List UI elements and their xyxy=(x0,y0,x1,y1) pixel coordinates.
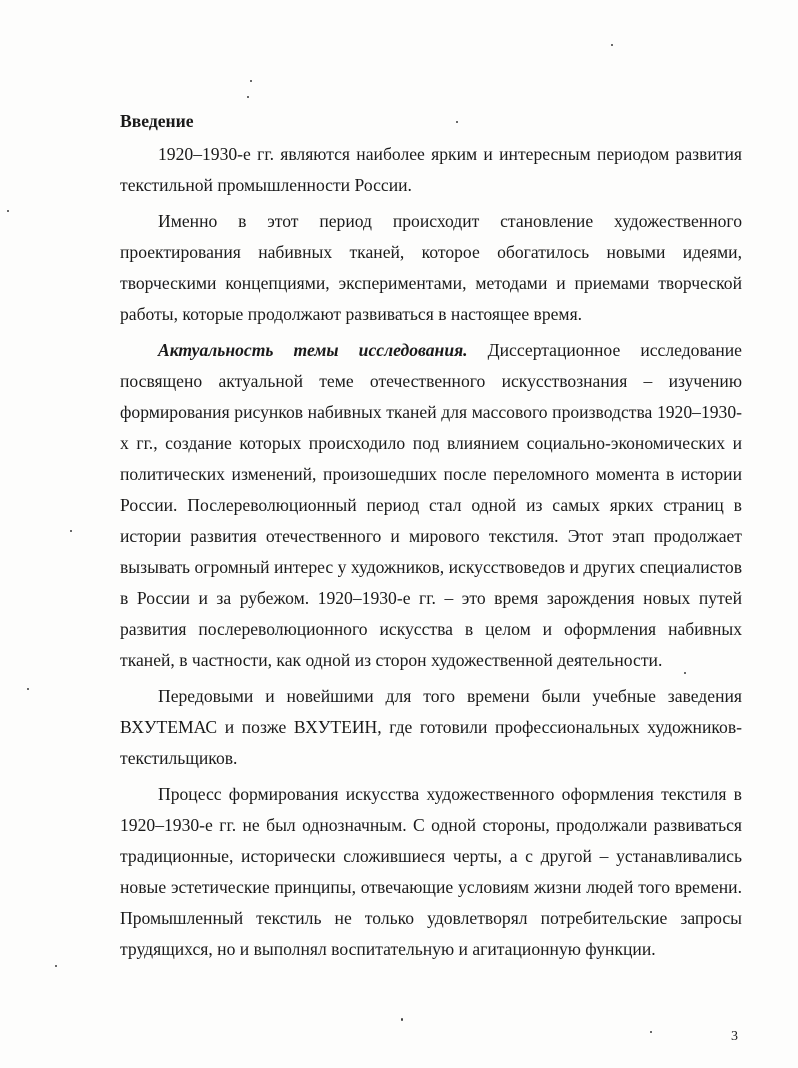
scan-speck xyxy=(70,530,72,532)
paragraph xyxy=(120,335,742,676)
paragraph xyxy=(120,139,742,201)
scan-speck xyxy=(250,80,252,82)
scan-speck xyxy=(650,1031,652,1033)
scan-speck xyxy=(401,1018,403,1021)
section-heading: Введение xyxy=(120,111,194,131)
paragraph-text: 1920–1930-е гг. являются наиболее ярким и интересным периодом развития текстильной промышленности России. xyxy=(120,144,742,195)
scan-speck xyxy=(7,210,9,212)
paragraph-text: Диссертационное исследование посвящено актуальной теме отечественного искусствознания – изучению формирования рисунков набивных тканей для массового производства 1920–1930-х гг., создание которых происходило под влиянием социально-экономических и политических изменений, произошедших после переломного момента в истории России. Послереволюционный период стал одной из самых ярких страниц в истории развития отечественного и мирового текстиля. Этот этап продолжает вызывать огромный интерес у художников, искусствоведов и других специалистов в России и за рубежом. 1920–1930-е гг. – это время зарождения новых путей развития послереволюционного искусства в целом и оформления набивных тканей, в частности, как одной из сторон художественной деятельности. xyxy=(120,340,742,670)
paragraph xyxy=(120,681,742,774)
paragraph-text: Именно в этот период происходит становление художественного проектирования набивных тканей, которое обогатилось новыми идеями, творческими концепциями, экспериментами, методами и приемами творческой работы, которые продолжают развиваться в настоящее время. xyxy=(120,211,742,324)
paragraph-text: Процесс формирования искусства художественного оформления текстиля в 1920–1930-е гг. не был однозначным. С одной стороны, продолжали развиваться традиционные, исторически сложившиеся черты, а с другой – устанавливались новые эстетические принципы, отвечающие условиям жизни людей того времени. Промышленный текстиль не только удовлетворял потребительские запросы трудящихся, но и выполнял воспитательную и агитационную функции. xyxy=(120,784,742,959)
scan-speck xyxy=(247,96,249,98)
paragraph-text: Передовыми и новейшими для того времени были учебные заведения ВХУТЕМАС и позже ВХУТЕИН, где готовили профессиональных художников-текстильщиков. xyxy=(120,686,742,768)
scan-speck xyxy=(27,688,29,690)
scan-speck xyxy=(55,965,57,967)
paragraph xyxy=(120,206,742,330)
document-body xyxy=(120,106,742,970)
page-number: 3 xyxy=(731,1029,738,1044)
paragraph-lead: Актуальность темы исследования. xyxy=(158,340,468,360)
scan-speck xyxy=(611,44,613,46)
paragraph xyxy=(120,779,742,965)
